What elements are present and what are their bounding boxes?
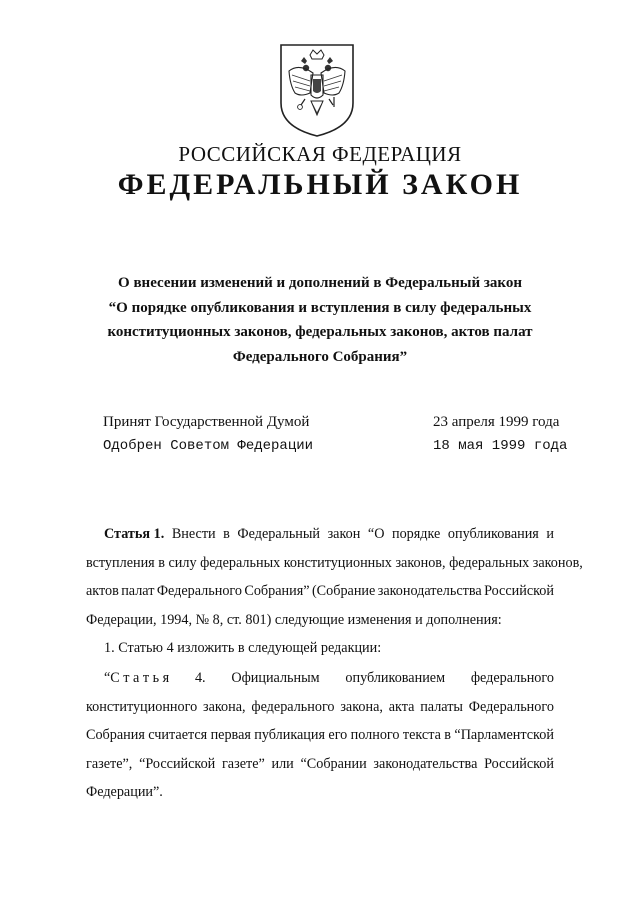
item-1-text: 1. Статью 4 изложить в следующей редакции: xyxy=(104,640,382,657)
word: Собрания” xyxy=(244,583,310,600)
word: его xyxy=(328,727,348,744)
word: Собрания xyxy=(86,727,145,744)
word: первая xyxy=(210,727,251,744)
article-1-line xyxy=(86,520,554,549)
word: в xyxy=(223,526,230,542)
word: порядке xyxy=(391,526,441,542)
council-approval-label: Одобрен Советом Федерации xyxy=(103,438,314,454)
word: конституционного xyxy=(86,698,198,715)
coat-of-arms-icon xyxy=(277,41,357,139)
word: опубликованием xyxy=(345,670,446,686)
word: в xyxy=(444,727,451,744)
title-line: Федерального Собрания” xyxy=(232,348,408,365)
word: актов xyxy=(86,583,119,600)
word: палаты xyxy=(420,698,463,715)
quote-line xyxy=(86,721,554,750)
article-4-quote xyxy=(86,664,554,807)
text-line: Федерации, 1994, № 8, ст. 801) следующие изменения и дополнения: xyxy=(86,611,502,628)
word: или xyxy=(271,755,294,772)
word: закон xyxy=(327,526,361,542)
word: “Собрании xyxy=(300,755,367,772)
text-line: Федерации”. xyxy=(86,784,163,801)
word: Федеральный xyxy=(237,526,321,542)
word: Внести xyxy=(171,526,216,542)
article-1-label: Статья 1. xyxy=(104,526,165,542)
article-1-line xyxy=(86,606,554,635)
council-approval-date: 18 мая 1999 года xyxy=(433,438,568,454)
country-heading: РОССИЙСКАЯ ФЕДЕРАЦИЯ xyxy=(178,142,462,166)
quote-line xyxy=(86,778,554,807)
word: закона, xyxy=(340,698,383,715)
word: Российской xyxy=(484,755,554,772)
word: полного xyxy=(350,727,400,744)
word: законодательства xyxy=(377,583,482,600)
word: федерального xyxy=(251,698,335,715)
word: Официальным xyxy=(231,670,320,686)
word: и xyxy=(546,526,554,542)
title-line: конституционных законов, федеральных законов, актов палат xyxy=(107,324,533,340)
quote-line xyxy=(86,750,554,779)
word: федерального xyxy=(470,670,554,686)
quote-line xyxy=(86,693,554,722)
word: “Парламентской xyxy=(454,727,554,744)
word: “О xyxy=(367,526,385,542)
word: “Российской xyxy=(139,755,216,772)
law-title xyxy=(60,271,580,369)
word: текста xyxy=(402,727,441,744)
word: Российской xyxy=(484,583,554,600)
word: 4. xyxy=(194,670,206,686)
word: газете” xyxy=(221,755,265,772)
duma-adoption-date: 23 апреля 1999 года xyxy=(433,414,560,430)
article-1-line xyxy=(86,577,554,606)
word: палат xyxy=(121,583,155,600)
article-1-paragraph xyxy=(86,520,583,663)
word: законодательства xyxy=(373,755,478,772)
word: газете”, xyxy=(86,755,133,772)
word: закона, xyxy=(202,698,246,715)
word: публикация xyxy=(254,727,326,744)
word: считается xyxy=(148,727,208,744)
duma-adoption-label: Принят Государственной Думой xyxy=(103,414,310,430)
item-1-line xyxy=(86,634,554,663)
title-line: “О порядке опубликования и вступления в силу федеральных xyxy=(108,299,532,316)
word: Федерального xyxy=(468,698,554,715)
law-type-heading: ФЕДЕРАЛЬНЫЙ ЗАКОН xyxy=(117,168,523,201)
word: опубликования xyxy=(447,526,539,542)
quote-article-word: “С т а т ь я xyxy=(104,670,170,686)
word: акта xyxy=(388,698,415,715)
word: Федерального xyxy=(156,583,242,600)
text-line: вступления в силу федеральных конституционных законов, федеральных законов, xyxy=(86,554,583,571)
word: (Собрание xyxy=(311,583,376,600)
title-line: О внесении изменений и дополнений в Федеральный закон xyxy=(118,275,522,291)
article-1-line xyxy=(86,549,583,578)
quote-line xyxy=(86,664,554,693)
